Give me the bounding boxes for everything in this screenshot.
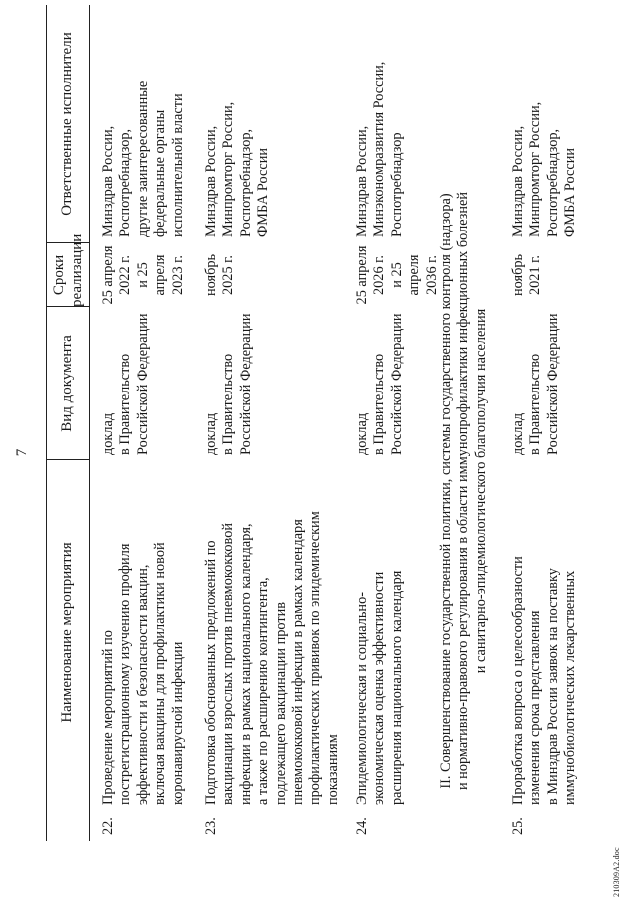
row-terms: ноябрь 2021 г. (510, 253, 544, 297)
row-executors: Минздрав России, Минпромторг России, Роспотребнадзор, ФМБА России (510, 101, 579, 237)
row-name: Эпидемиологическая и социально- экономическая оценка эффективности расширения национального календаря (354, 570, 405, 805)
row-number: 25. (510, 817, 526, 835)
page-number: 7 (14, 448, 30, 457)
header-terms: Сроки реализации (51, 233, 85, 307)
row-doc-type: доклад в Правительство Российской Федерации (100, 313, 151, 455)
header-bottom-border (89, 5, 90, 841)
row-doc-type: доклад в Правительство Российской Федерации (510, 313, 561, 455)
row-number: 23. (203, 817, 219, 835)
row-terms: ноябрь 2025 г. (203, 253, 237, 297)
section-heading: II. Совершенствование государственной политики, системы государственного контроля (надзора) и нормативно-правового регулирования в области иммунопрофилактики инфекционных болезней и санитарно-эпидемиологического благополучия населения (438, 191, 489, 791)
row-doc-type: доклад в Правительство Российской Федерации (354, 313, 405, 455)
row-number: 22. (100, 817, 116, 835)
row-doc-type: доклад в Правительство Российской Федерации (203, 313, 254, 455)
header-doc-type: Вид документа (59, 335, 75, 432)
row-executors: Минздрав России, Минпромторг России, Роспотребнадзор, ФМБА России (203, 101, 272, 237)
row-terms: 25 апреля 2022 г. и 25 апреля 2023 г. (100, 245, 186, 305)
row-executors: Минздрав России, Роспотребнадзор, другие заинтересованные федеральные органы исполнительной власти (100, 80, 186, 237)
header-name: Наименование мероприятия (59, 542, 75, 723)
row-name: Проведение мероприятий по пострегистрационному изучению профиля эффективности и безопасности вакцин, включая вакцины для профилактики новой коронавирусной инфекции (100, 542, 186, 805)
row-executors: Минздрав России, Минэкономразвития России, Роспотребнадзор (354, 61, 405, 237)
row-name: Подготовка обоснованных предложений по вакцинации взрослых против пневмококковой инфекции в рамках национального календаря, а также по расширению контингента, подлежащего вакцинации против пневмококковой инфекции в рамках календаря профилактических прививок по эпидемическим показаниям (203, 511, 341, 805)
row-name: Проработка вопроса о целесообразности изменения срока представления в Минздрав России заявок на поставку иммунобиологических лекарственных (510, 556, 579, 805)
header-executors: Ответственные исполнители (59, 32, 75, 216)
row-number: 24. (354, 817, 370, 835)
row-terms: 25 апреля 2026 г. и 25 апреля 2036 г. (354, 245, 440, 305)
footer-file-code: 210309A2.doc (612, 847, 621, 897)
table-top-border (46, 5, 47, 841)
